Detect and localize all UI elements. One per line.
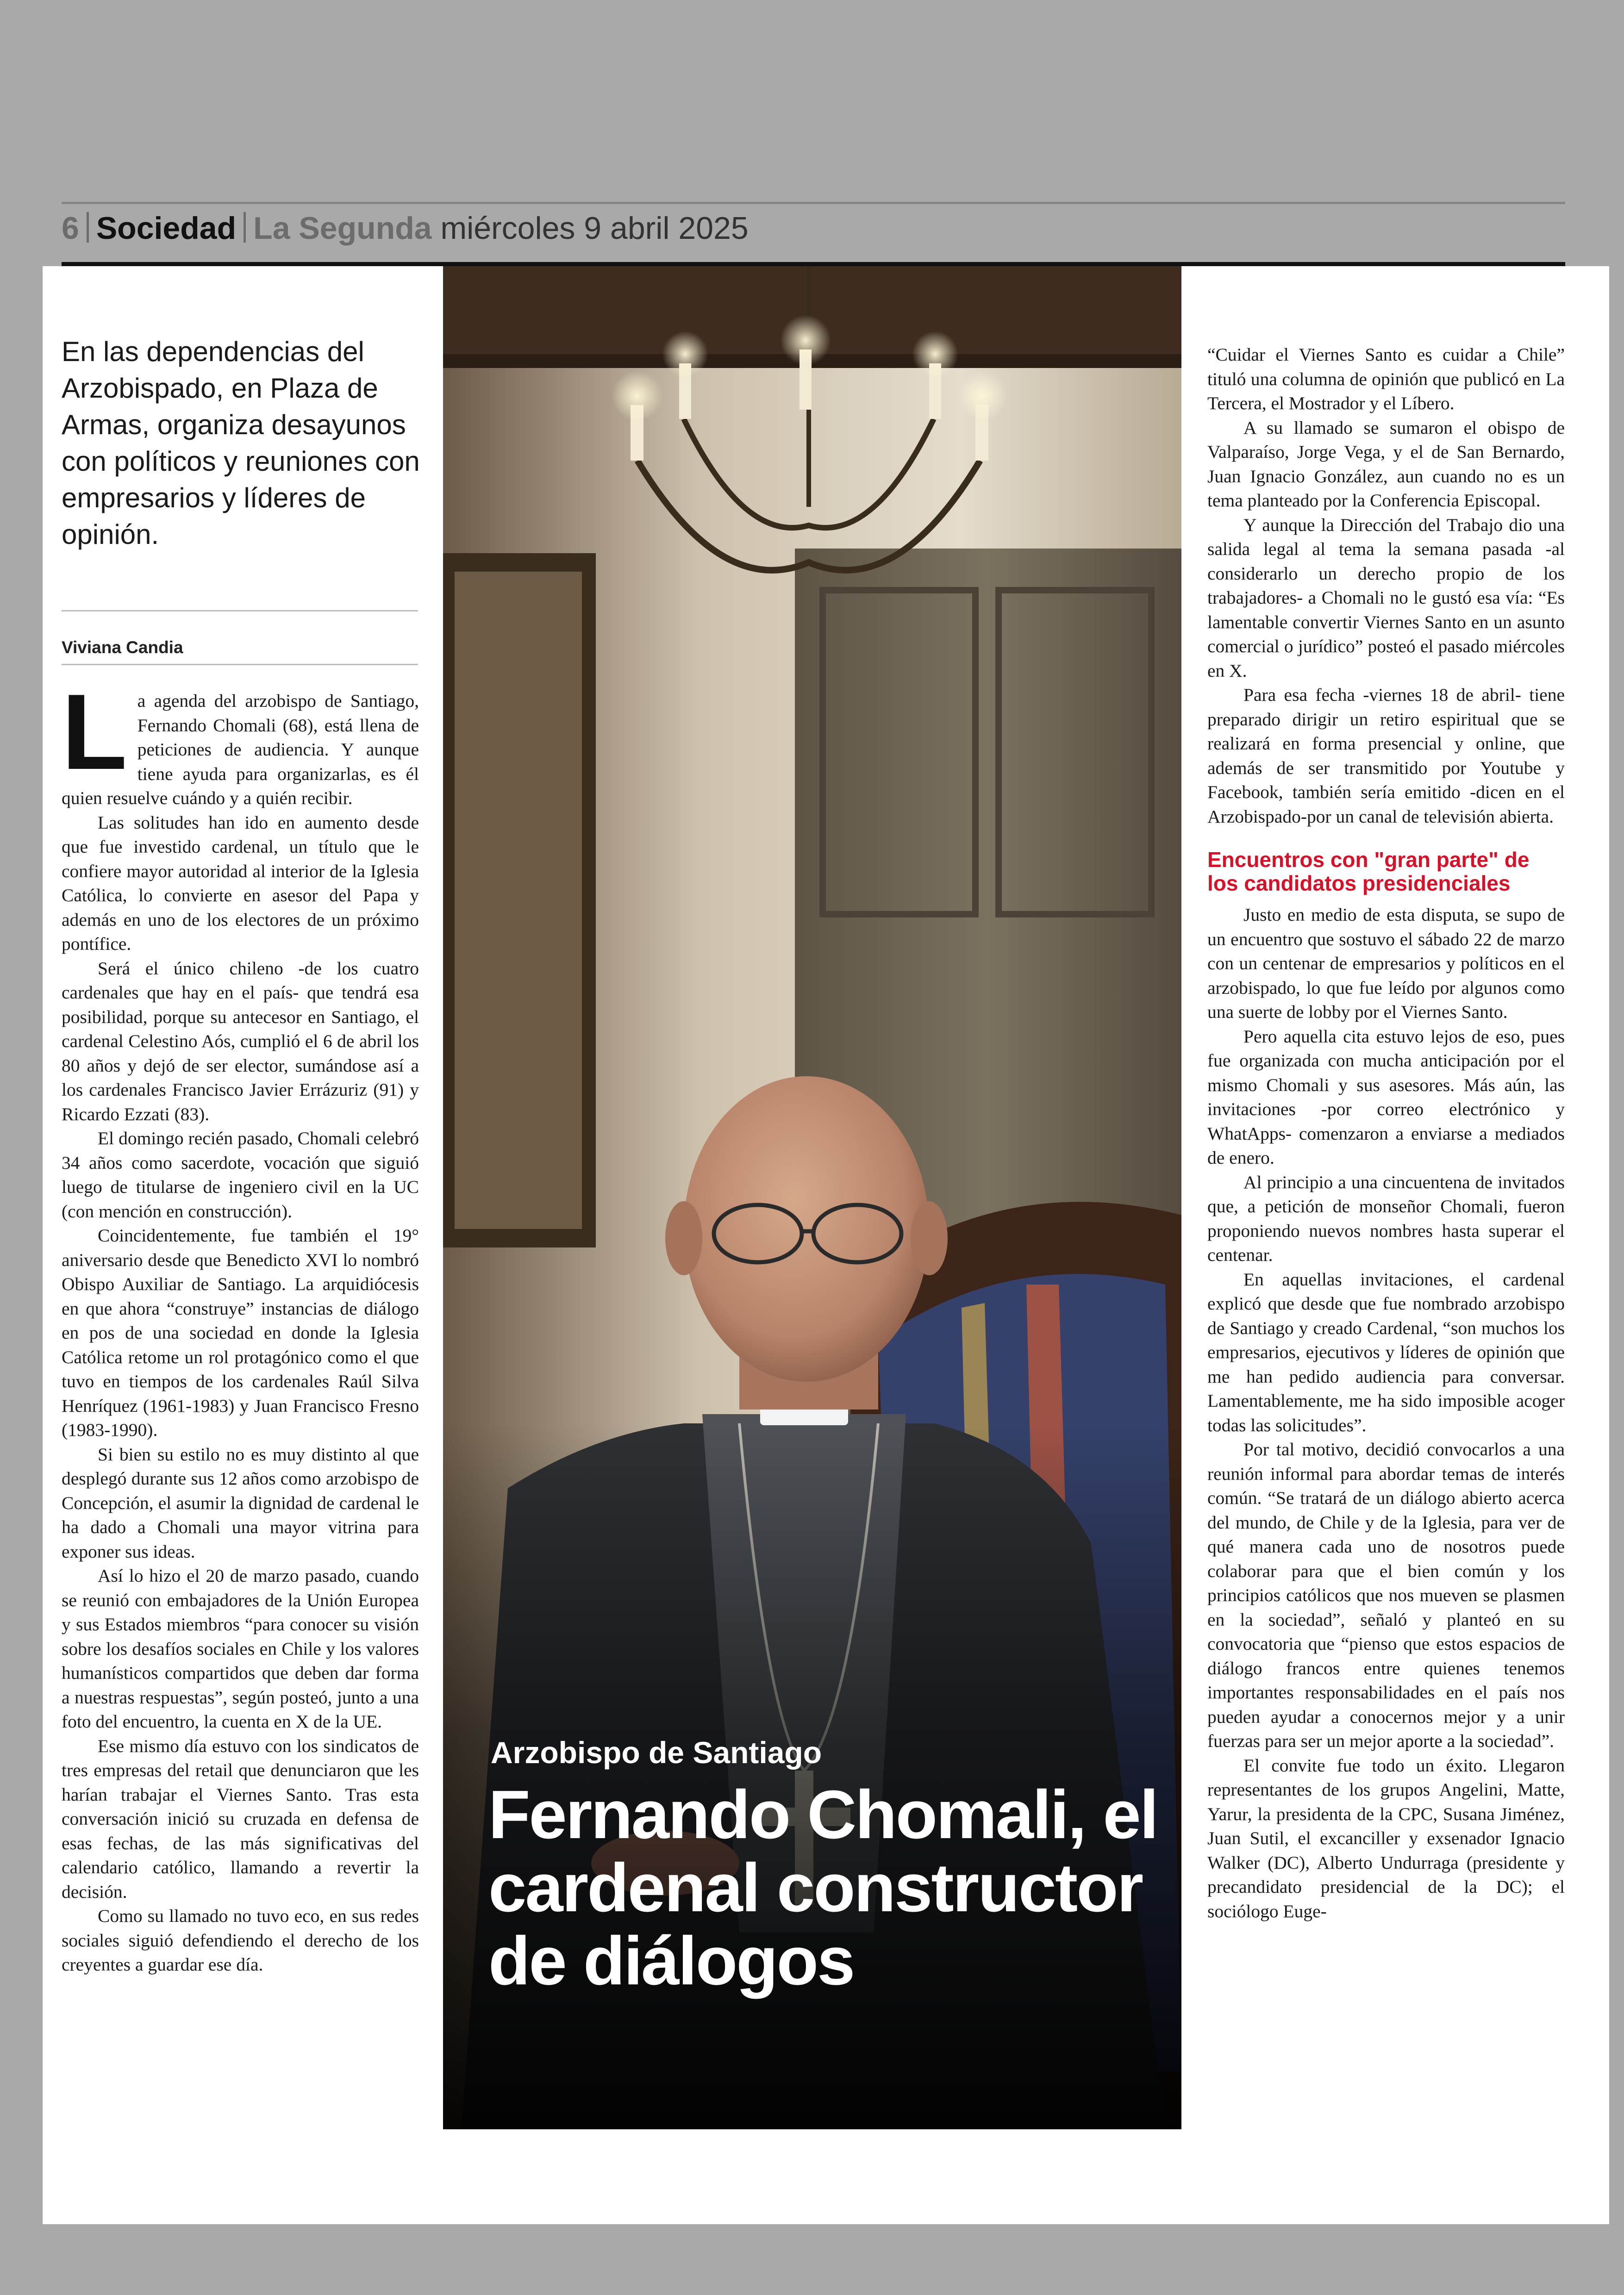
body-paragraph: Al principio a una cincuentena de invitados que, a petición de monseñor Chomali, fueron proponiendo nuevos nombres hasta superar el centenar. bbox=[1207, 1172, 1565, 1265]
body-paragraph: A su llamado se sumaron el obispo de Valparaíso, Jorge Vega, y el de San Bernardo, Juan Ignacio González, aun cuando no es un tema planteado por la Conferencia Episcopal. bbox=[1207, 417, 1565, 511]
body-paragraph: Será el único chileno -de los cuatro cardenales que hay en el país- que tendrá esa posibilidad, porque su antecesor en Santiago, el cardenal Celestino Aós, cumplió el 6 de abril los 80 años y dejó de ser elector, sumándose así a los cardenales Francisco Javier Errázuriz (91) y Ricardo Ezzati (83). bbox=[62, 958, 419, 1124]
top-rule bbox=[62, 202, 1565, 204]
body-paragraph: Las solitudes han ido en aumento desde que fue investido cardenal, un título que le confiere mayor autoridad al interior de la Iglesia Católica, lo convierte en asesor del Papa y además en uno de los electores de un próximo pontífice. bbox=[62, 812, 419, 954]
header-rule bbox=[62, 262, 1565, 266]
page-number: 6 bbox=[62, 211, 79, 246]
body-column-right bbox=[1207, 343, 1565, 1923]
section-subhead: Encuentros con "gran parte" de los candidatos presidenciales bbox=[1207, 848, 1530, 895]
newspaper-name: La Segunda bbox=[253, 211, 432, 246]
body-column-left bbox=[62, 672, 419, 1977]
photo-kicker: Arzobispo de Santiago bbox=[491, 1735, 822, 1770]
body-paragraph: Por tal motivo, decidió convocarlos a una reunión informal para abordar temas de interés común. “Se tratará de un diálogo abierto acerca del mundo, de Chile y de la Iglesia, para ver de qué manera cada uno de nosotros puede colaborar para que el bien común y los principios católicos que nos mueven se plasmen en la sociedad”, señaló y planteó en su convocatoria que “pienso que estos espacios de diálogo francos entre quienes tenemos importantes responsabilidades en el país nos pueden ayudar a conocernos mejor y a unir fuerzas para ser un mejor aporte a la sociedad”. bbox=[1207, 1439, 1565, 1751]
lead-paragraph bbox=[62, 672, 419, 811]
headline: Fernando Chomali, el cardenal constructor de diálogos bbox=[488, 1777, 1157, 1999]
body-paragraph: Pero aquella cita estuvo lejos de eso, pues fue organizada con mucha anticipación por el mismo Chomali y sus asesores. Más aún, las invitaciones -por correo electrónico y WhatApps- comenzaron a enviarse a mediados de enero. bbox=[1207, 1026, 1565, 1168]
body-paragraph: Coincidentemente, fue también el 19° aniversario desde que Benedicto XVI lo nombró Obispo Auxiliar de Santiago. La arquidiócesis en que ahora “construye” instancias de diálogo en pos de una sociedad en donde la Iglesia Católica retome un rol protagónico como el que tuvo en tiempos de los cardenales Raúl Silva Henríquez (1961-1983) y Juan Francisco Fresno (1983-1990). bbox=[62, 1225, 419, 1440]
body-paragraph: En aquellas invitaciones, el cardenal explicó que desde que fue nombrado arzobispo de Santiago y creado Cardenal, “son muchos los empresarios, ejecutivos y líderes de opinión que me han pedido audiencia para conversar. Lamentablemente, me ha sido imposible acoger todas las solicitudes”. bbox=[1207, 1269, 1565, 1435]
body-paragraph: Así lo hizo el 20 de marzo pasado, cuando se reunió con embajadores de la Unión Europea y sus Estados miembros “para conocer su visión sobre los desafíos sociales en Chile y los valores humanísticos compartidos que deben dar forma a nuestras respuestas”, según posteó, junto a una foto del encuentro, la cuenta en X de la UE. bbox=[62, 1565, 419, 1732]
divider bbox=[244, 212, 246, 243]
issue-date: miércoles 9 abril 2025 bbox=[440, 211, 749, 246]
body-paragraph: “Cuidar el Viernes Santo es cuidar a Chile” tituló una columna de opinión que publicó en La Tercera, el Mostrador y el Líbero. bbox=[1207, 344, 1565, 413]
body-paragraph: Justo en medio de esta disputa, se supo de un encuentro que sostuvo el sábado 22 de marzo con un centenar de empresarios y políticos en el arzobispado, lo que fue leído por algunos como una suerte de lobby por el Viernes Santo. bbox=[1207, 904, 1565, 1022]
body-paragraph: El domingo recién pasado, Chomali celebró 34 años como sacerdote, vocación que siguió luego de titularse de ingeniero civil en la UC (con mención en construcción). bbox=[62, 1128, 419, 1222]
lead-text: a agenda del arzobispo de Santiago, Fernando Chomali (68), está llena de peticiones de audiencia. Y aunque tiene ayuda para organizarlas, es él quien resuelve cuándo y a quién recibir. bbox=[62, 691, 419, 808]
article-deck: En las dependencias del Arzobispado, en Plaza de Armas, organiza desayunos con políticos y reuniones con empresarios y líderes de opinión. bbox=[62, 336, 420, 550]
byline: Viviana Candia bbox=[62, 638, 183, 657]
body-paragraph: Para esa fecha -viernes 18 de abril- tiene preparado dirigir un retiro espiritual que se realizará en forma presencial y online, que además de ser transmitido por Youtube y Facebook, también sería emitido -dicen en el Arzobispado-por un canal de televisión abierta. bbox=[1207, 685, 1565, 827]
byline-rule bbox=[62, 664, 418, 665]
body-paragraph: Si bien su estilo no es muy distinto al que desplegó durante sus 12 años como arzobispo de Concepción, el asumir la dignidad de cardenal le ha dado a Chomali una mayor vitrina para exponer sus ideas. bbox=[62, 1444, 419, 1562]
section-name: Sociedad bbox=[96, 211, 237, 246]
running-head bbox=[62, 207, 749, 249]
divider bbox=[87, 212, 89, 243]
drop-cap: L bbox=[62, 672, 127, 792]
body-paragraph: El convite fue todo un éxito. Llegaron representantes de los grupos Angelini, Matte, Yarur, la presidenta de la CPC, Susana Jiménez, Juan Sutil, el excanciller y exsenador Ignacio Walker (DC), Alberto Undurraga (presidente y precandidato presidencial de la DC); el sociólogo Euge- bbox=[1207, 1755, 1565, 1921]
body-paragraph: Y aunque la Dirección del Trabajo dio una salida legal al tema la semana pasada -al considerarlo un derecho propio de los trabajadores- a Chomali no le gustó esa vía: “Es lamentable convertir Viernes Santo en un asunto comercial o jurídico” posteó el pasado miércoles en X. bbox=[1207, 514, 1565, 681]
body-paragraph: Ese mismo día estuvo con los sindicatos de tres empresas del retail que denunciaron que les harían trabajar el Viernes Santo. Tras esta conversación inició su cruzada en defensa de esas fechas, de las más significativas del calendario católico, llamando a revertir la decisión. bbox=[62, 1735, 419, 1902]
deck-rule bbox=[62, 610, 418, 611]
body-paragraph: Como su llamado no tuvo eco, en sus redes sociales siguió defendiendo el derecho de los creyentes a guardar ese día. bbox=[62, 1906, 419, 1975]
